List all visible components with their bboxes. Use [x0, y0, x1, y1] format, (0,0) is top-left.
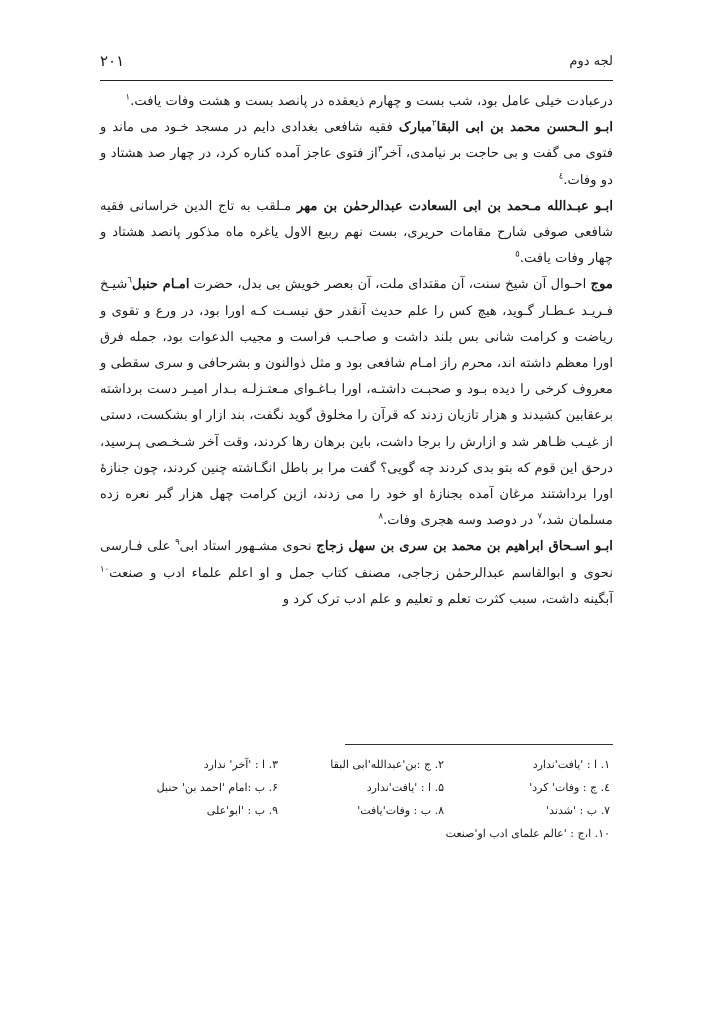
- footnotes: [110, 753, 610, 845]
- person-name: موج: [590, 277, 613, 293]
- header-rule: [100, 80, 613, 81]
- footnote-row: [110, 776, 610, 799]
- footnote-marker: ۱: [125, 92, 131, 103]
- footnote: ۳. ا : 'آخر' ندارد: [203, 758, 278, 771]
- footnote: ۵. ا : 'یافت'ندارد: [366, 781, 444, 794]
- body-text: [100, 89, 613, 613]
- person-name: امـام حنبل: [131, 277, 190, 293]
- footnote-marker: ۷: [537, 511, 543, 522]
- footnote-marker: ٤: [558, 171, 564, 182]
- footnote: ۲. ج :بن'عبدالله'ابی البقا: [330, 758, 444, 771]
- footnote-rule: [345, 744, 613, 745]
- footnote-row: [110, 822, 610, 845]
- paragraph: موج احـوال آن شیخ سنت، آن مقتدای ملت، آن بعصر خویش بی بدل، حضرت امـام حنبل$^٦$شیـخ فـریـد عـطـار گـوید، هیچ کس را علم حدیث آنقدر حق نیسـت کـه اورا بود، در ورع و تقوی و ریاضت و کرامت شانی بس بلند داشت و صاحـب فراست و مجیب الدعوات بود، جمله فرق اورا معظم داشته اند، محرم راز امـام شافعی بود و مثل ذوالنون و بشرحافی و سری سقطی و معروف کرخی را دیده بـود و صحبـت داشتـه، اورا بـاغـوای مـعتـزلـه بـدار امیـر دست برداشته برعقابین کشیدند و هزار تازیان زدند که قرآن را مخلوق گوید نگفت، بند ازار او بشکست، دستی از غیـب ظـاهر شد و ازارش را برجا داشت، باین برهان رها کردند، وقت آخر شـخـصی پـرسید، درحق این قوم که بتو بدی کردند چه گویی؟ گفت مرا بر باطل انگـاشته چنین کردند، چون جنازهٔ اورا برداشتند مرغان آمده بجنازهٔ او خود را می زدند، ازین کرامت چهل هزار گبر نعره زده مسلمان شد،$^۷$ در دوصد وسه هجری وفات.$^۸$: [100, 276, 613, 529]
- paragraph: ابـو الـحسن محمد بن ابی البقا$^۲$مبارک فقیه شافعی بغدادی دایم در مسجد خـود می ماند و فتوی می گفت و بی حاجت بر نیامدی، آخر$^۳$از فتوی عاجز آمده کناره کرد، در چهار صد هشتاد و دو وفات.$^٤$: [100, 118, 614, 188]
- footnote-marker: ۳: [377, 145, 383, 156]
- footnote: ۱. ا : 'یافت'ندارد: [532, 758, 610, 771]
- footnote: ۶. ب :امام 'احمد بن' حنبل: [156, 781, 278, 794]
- footnote: ۹. ب : 'ابو'علی: [206, 804, 278, 817]
- footnote: ۱۰. ا،ج : 'عالم علمای ادب او'صنعت: [445, 827, 610, 840]
- paragraph: ابـو اسـحاق ابراهیم بن محمد بن سری بن سهل زجاج نحوی مشـهور استاد ابی$^۹$ علی فـارسی نحوی و ابوالقاسم عبدالرحمٰن زجاجی، مصنف کتاب جمل و او اعلم علماء ادب و صنعت$^{۱۰}$ آبگینه داشت، سبب کثرت تعلم و تعلیم و علم ادب ترک کرد و: [100, 538, 613, 607]
- person-name: ابـو اسـحاق ابراهیم بن محمد بن سری بن سهل زجاج: [316, 539, 613, 555]
- section-title: لجه دوم: [569, 54, 613, 69]
- footnote-row: [110, 753, 610, 776]
- paragraph: درعبادت خیلی عامل بود، شب بست و چهارم ذیعقده در پانصد بست و هشت وفات یافت.$^۱$: [125, 92, 613, 109]
- footnote-marker: ۹: [175, 538, 180, 549]
- person-name: ابـو الـحسن محمد بن ابی البقا: [436, 120, 613, 136]
- footnote-marker: ۸: [378, 511, 384, 522]
- page-header: [100, 52, 613, 76]
- footnote-marker: ۲: [432, 118, 437, 129]
- footnote-row: [110, 799, 610, 822]
- person-name: ابـو عبـدالله مـحمد بن ابی السعادت عبدالرحمٰن بن مهر: [296, 198, 613, 214]
- footnote-marker: ۱۰: [100, 564, 110, 575]
- page-number: ۲۰۱: [100, 52, 125, 70]
- footnote: ۸. ب : وفات'یافت': [357, 804, 444, 817]
- footnote-marker: ٥: [515, 249, 520, 260]
- footnote: ٤. ج : وفات' کرد': [529, 781, 610, 794]
- footnote-marker: ٦: [127, 276, 132, 287]
- person-epithet: مبارک: [398, 120, 433, 136]
- footnote: ۷. ب : 'شدند': [546, 804, 610, 817]
- paragraph: ابـو عبـدالله مـحمد بن ابی السعادت عبدالرحمٰن بن مهر مـلقب به تاج الدین خراسانی فقیه شافعی صوفی شارح مقامات حریری، بست نهم ربیع الاول یاغره ماه مذکور پانصد هشتاد و چهار وفات یافت.$^٥$: [100, 198, 613, 267]
